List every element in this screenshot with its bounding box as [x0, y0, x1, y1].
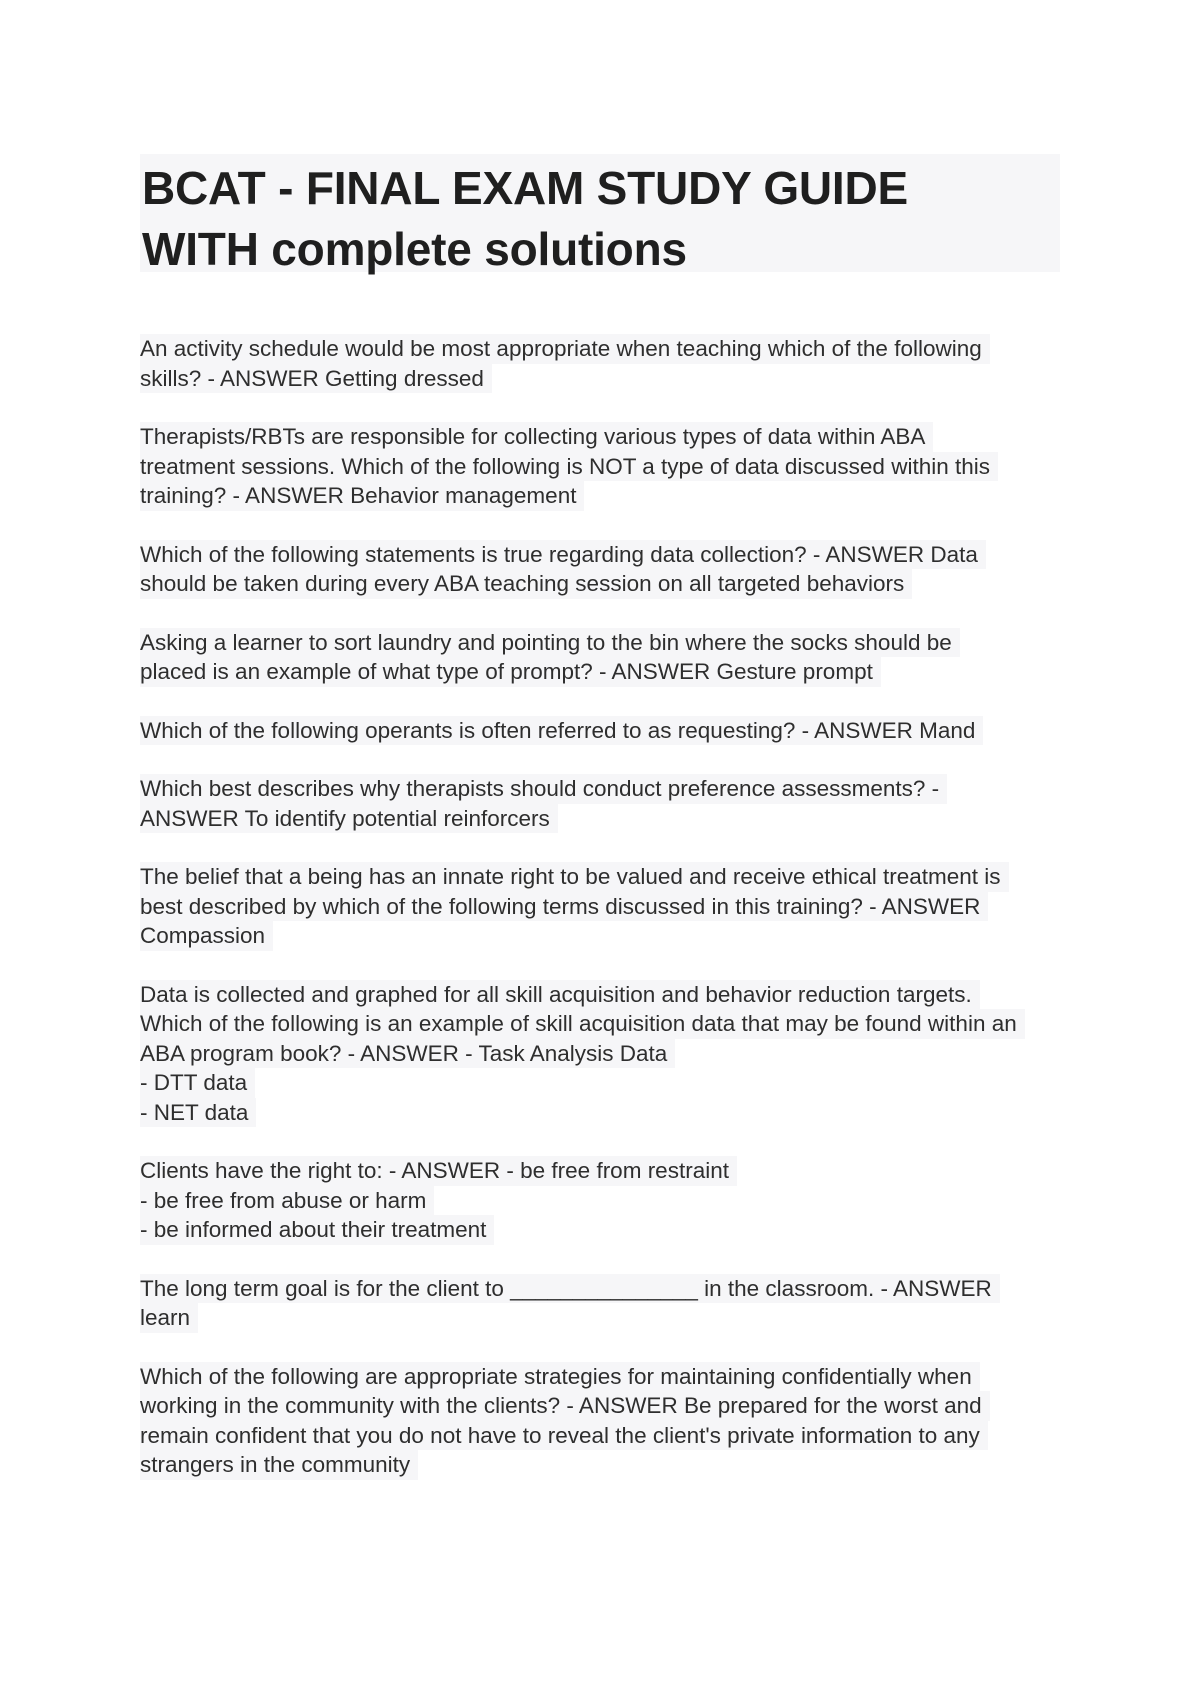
qa-line: Which of the following are appropriate strategies for maintaining confidentially when — [140, 1362, 980, 1392]
qa-line: remain confident that you do not have to reveal the client's private information to any — [140, 1421, 988, 1451]
qa-item-5 — [140, 716, 1080, 746]
title-line-2: WITH complete solutions — [142, 223, 687, 275]
document-title — [142, 158, 1058, 280]
qa-item-4 — [140, 628, 1080, 687]
title-line-1: BCAT - FINAL EXAM STUDY GUIDE — [142, 162, 909, 214]
qa-line: The long term goal is for the client to _______________ in the classroom. - ANSWER — [140, 1274, 1000, 1304]
qa-item-10 — [140, 1274, 1080, 1333]
qa-line: treatment sessions. Which of the following is NOT a type of data discussed within this — [140, 452, 998, 482]
qa-line: ANSWER To identify potential reinforcers — [140, 804, 558, 834]
qa-line: - be informed about their treatment — [140, 1215, 494, 1245]
qa-line: should be taken during every ABA teaching session on all targeted behaviors — [140, 569, 912, 599]
qa-item-2 — [140, 422, 1080, 511]
qa-line: - NET data — [140, 1098, 256, 1128]
qa-item-9 — [140, 1156, 1080, 1245]
qa-item-6 — [140, 774, 1080, 833]
qa-item-11 — [140, 1362, 1080, 1480]
qa-line: - be free from abuse or harm — [140, 1186, 434, 1216]
qa-line: Which of the following is an example of skill acquisition data that may be found within an — [140, 1009, 1025, 1039]
qa-item-8 — [140, 980, 1080, 1128]
qa-line: ABA program book? - ANSWER - Task Analysis Data — [140, 1039, 675, 1069]
qa-line: Which best describes why therapists should conduct preference assessments? - — [140, 774, 947, 804]
qa-item-3 — [140, 540, 1080, 599]
qa-line: working in the community with the clients? - ANSWER Be prepared for the worst and — [140, 1391, 990, 1421]
qa-line: learn — [140, 1303, 198, 1333]
qa-line: best described by which of the following terms discussed in this training? - ANSWER — [140, 892, 988, 922]
qa-line: placed is an example of what type of prompt? - ANSWER Gesture prompt — [140, 657, 881, 687]
qa-line: Therapists/RBTs are responsible for collecting various types of data within ABA — [140, 422, 933, 452]
qa-line: - DTT data — [140, 1068, 255, 1098]
qa-line: An activity schedule would be most appropriate when teaching which of the following — [140, 334, 990, 364]
qa-line: Which of the following operants is often referred to as requesting? - ANSWER Mand — [140, 716, 983, 746]
qa-item-1 — [140, 334, 1080, 393]
qa-line: Asking a learner to sort laundry and pointing to the bin where the socks should be — [140, 628, 960, 658]
qa-line: Data is collected and graphed for all skill acquisition and behavior reduction targets. — [140, 980, 980, 1010]
qa-line: strangers in the community — [140, 1450, 418, 1480]
qa-line: training? - ANSWER Behavior management — [140, 481, 584, 511]
qa-line: The belief that a being has an innate right to be valued and receive ethical treatment is — [140, 862, 1009, 892]
qa-line: Which of the following statements is true regarding data collection? - ANSWER Data — [140, 540, 986, 570]
qa-list — [140, 334, 1080, 1509]
qa-item-7 — [140, 862, 1080, 951]
title-block — [140, 154, 1060, 275]
qa-line: skills? - ANSWER Getting dressed — [140, 364, 492, 394]
qa-line: Compassion — [140, 921, 273, 951]
qa-line: Clients have the right to: - ANSWER - be free from restraint — [140, 1156, 737, 1186]
